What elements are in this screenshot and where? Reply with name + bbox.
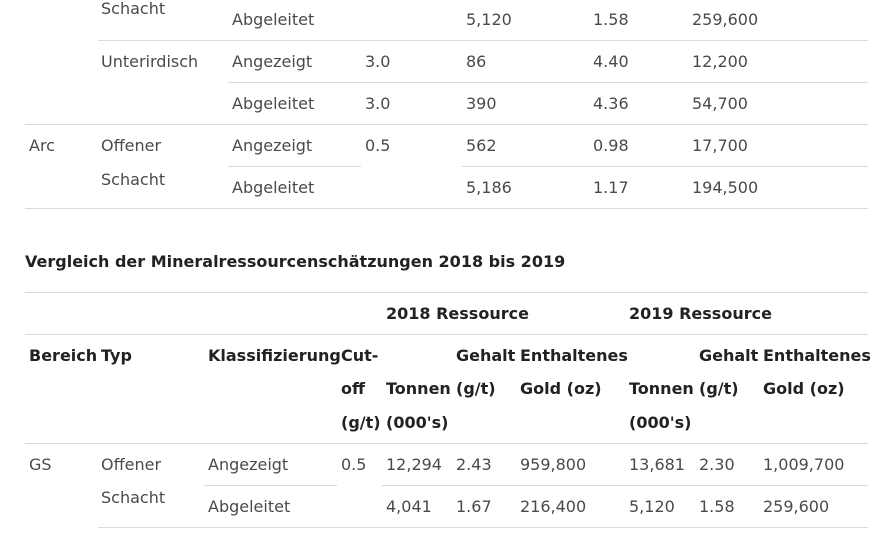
- header-bereich: Bereich: [29, 346, 98, 365]
- cell-gehalt-2018: 2.43: [456, 455, 492, 474]
- cell-gehalt: 4.36: [593, 94, 629, 113]
- header-gehalt-unit-2018: (g/t): [456, 379, 496, 398]
- row-divider: [228, 166, 361, 167]
- cell-cutoff: 3.0: [365, 94, 391, 113]
- cell-cutoff: 3.0: [365, 52, 391, 71]
- header-tonnen-unit-2019: (000's): [629, 413, 692, 432]
- cell-gold: 17,700: [692, 136, 748, 155]
- cell-tonnen-2019: 5,120: [629, 497, 675, 516]
- header-cutoff-2: off: [341, 379, 365, 398]
- cell-gehalt: 1.58: [593, 10, 629, 29]
- cell-gold-2018: 959,800: [520, 455, 587, 474]
- cell-bereich: GS: [29, 455, 52, 474]
- cell-tonnen: 562: [466, 136, 497, 155]
- header-gehalt-unit-2019: (g/t): [699, 379, 739, 398]
- cell-cutoff: 0.5: [341, 455, 367, 474]
- row-divider: [98, 40, 868, 41]
- header-tonnen-2019: Tonnen: [629, 379, 694, 398]
- cell-gehalt-2019: 2.30: [699, 455, 735, 474]
- cell-typ: Offener: [101, 455, 162, 474]
- cell-klassifizierung: Angezeigt: [232, 136, 313, 155]
- header-gehalt-2019: Gehalt: [699, 346, 759, 365]
- header-gold-unit-2019: Gold (oz): [763, 379, 845, 398]
- row-divider: [25, 124, 868, 125]
- header-2019-resource: 2019 Ressource: [629, 304, 772, 323]
- row-divider: [382, 485, 868, 486]
- cell-tonnen: 86: [466, 52, 487, 71]
- cell-tonnen-2019: 13,681: [629, 455, 685, 474]
- cell-typ: Offener: [101, 136, 162, 155]
- header-cutoff: Cut-: [341, 346, 379, 365]
- header-gold-2018: Enthaltenes: [520, 346, 628, 365]
- cell-typ: Schacht: [101, 170, 166, 189]
- cell-typ: Schacht: [101, 0, 166, 18]
- cell-tonnen-2018: 12,294: [386, 455, 442, 474]
- header-typ: Typ: [101, 346, 132, 365]
- header-divider: [25, 334, 868, 335]
- cell-typ: Schacht: [101, 488, 166, 507]
- header-tonnen-unit-2018: (000's): [386, 413, 449, 432]
- cell-klassifizierung: Abgeleitet: [232, 178, 315, 197]
- row-divider: [204, 485, 337, 486]
- row-divider: [228, 82, 868, 83]
- cell-klassifizierung: Abgeleitet: [232, 94, 315, 113]
- section-title: Vergleich der Mineralressourcenschätzungen 2018 bis 2019: [25, 252, 566, 271]
- cell-gehalt-2018: 1.67: [456, 497, 492, 516]
- cell-bereich: Arc: [29, 136, 55, 155]
- cell-tonnen: 5,186: [466, 178, 512, 197]
- cell-klassifizierung: Angezeigt: [232, 52, 313, 71]
- header-klassifizierung: Klassifizierung: [208, 346, 341, 365]
- cell-tonnen: 5,120: [466, 10, 512, 29]
- cell-gold-2019: 259,600: [763, 497, 830, 516]
- header-gehalt-2018: Gehalt: [456, 346, 516, 365]
- cell-gold: 194,500: [692, 178, 759, 197]
- header-cutoff-3: (g/t): [341, 413, 381, 432]
- header-tonnen-2018: Tonnen: [386, 379, 451, 398]
- cell-gold-2019: 1,009,700: [763, 455, 845, 474]
- cell-typ: Unterirdisch: [101, 52, 199, 71]
- header-gold-2019: Enthaltenes: [763, 346, 871, 365]
- cell-tonnen-2018: 4,041: [386, 497, 432, 516]
- header-2018-resource: 2018 Ressource: [386, 304, 529, 323]
- cell-gehalt: 4.40: [593, 52, 629, 71]
- header-gold-unit-2018: Gold (oz): [520, 379, 602, 398]
- cell-gold: 54,700: [692, 94, 748, 113]
- cell-klassifizierung: Angezeigt: [208, 455, 289, 474]
- table-bottom-border: [25, 208, 868, 209]
- header-bottom-border: [25, 443, 868, 444]
- cell-klassifizierung: Abgeleitet: [232, 10, 315, 29]
- cell-gold-2018: 216,400: [520, 497, 587, 516]
- cell-gold: 259,600: [692, 10, 759, 29]
- cell-gold: 12,200: [692, 52, 748, 71]
- cell-cutoff: 0.5: [365, 136, 391, 155]
- row-divider: [98, 527, 868, 528]
- row-divider: [462, 166, 868, 167]
- cell-klassifizierung: Abgeleitet: [208, 497, 291, 516]
- cell-gehalt: 1.17: [593, 178, 629, 197]
- table-top-border: [25, 292, 868, 293]
- cell-tonnen: 390: [466, 94, 497, 113]
- cell-gehalt-2019: 1.58: [699, 497, 735, 516]
- cell-gehalt: 0.98: [593, 136, 629, 155]
